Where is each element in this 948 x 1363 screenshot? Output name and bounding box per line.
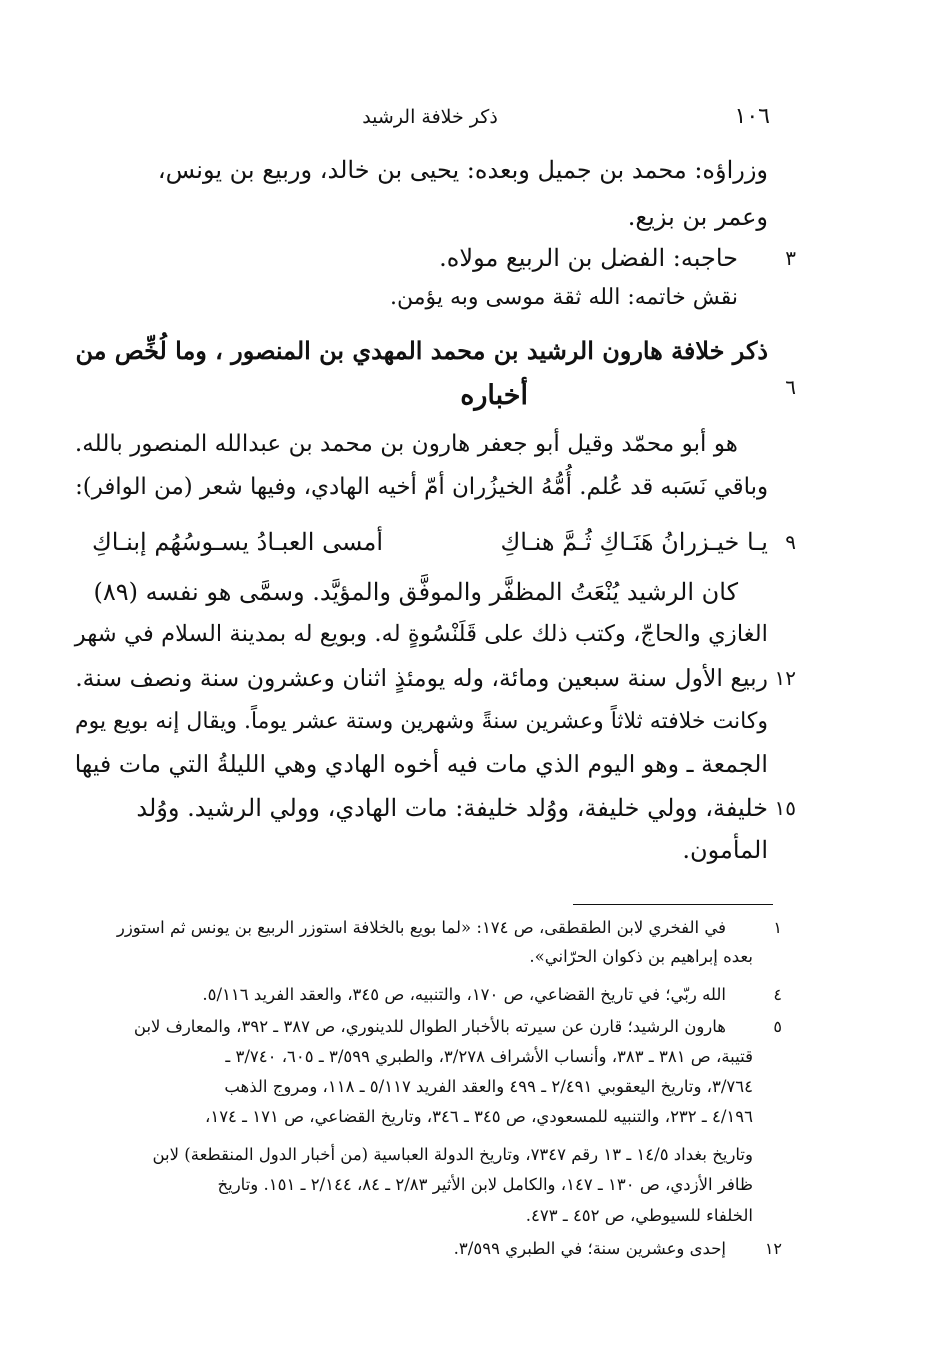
poem-hemistich-first: يـا خيـزرانُ هَنَـاكِ ثُـمَّ هنـاكِ: [500, 528, 768, 556]
footnote-line: ٣/٧٦٤، وتاريخ اليعقوبي ٢/٤٩١ ـ ٤٩٩ والعقد الفريد ٥/١١٧ ـ ١١٨، ومروج الذهب: [224, 1077, 753, 1096]
text-line: ربيع الأول سنة سبعين ومائة، وله يومئذٍ اثنان وعشرون سنة ونصف سنة.: [75, 664, 768, 692]
footnote-number: ١٢: [764, 1239, 782, 1258]
line-number: ٦: [785, 375, 796, 399]
line-number: ١٥: [774, 796, 796, 820]
footnote-divider: [573, 904, 773, 905]
page-number: ١٠٦: [734, 104, 770, 129]
footnote-line: وتاريخ بغداد ١٤/٥ ـ ١٣ رقم ٧٣٤٧، وتاريخ الدولة العباسية (من أخبار الدول المنقطعة) لابن: [152, 1145, 753, 1164]
text-line: وكانت خلافته ثلاثاً وعشرين سنةً وشهرين وستة عشر يوماً. ويقال إنه بويع يوم: [74, 709, 768, 734]
text-line: وعمر بن بزيع.: [627, 203, 768, 231]
footnote-line: الله ربّي؛ في تاريخ القضاعي، ص ١٧٠، والتنبيه، ص ٣٤٥، والعقد الفريد ٥/١١٦.: [202, 985, 726, 1004]
footnote-line: بعده إبراهيم بن ذكوان الحرّاني».: [529, 947, 753, 966]
text-line: الغازي والحاجّ، وكتب ذلك على قَلَنْسُوةٍ له. وبويع له بمدينة السلام في شهر: [74, 621, 768, 647]
footnote-line: قتيبة، ص ٣٨١ ـ ٣٨٣، وأنساب الأشراف ٣/٢٧٨، والطبري ٣/٥٩٩ ـ ٦٠٥، ٣/٧٤٠ ـ: [225, 1047, 753, 1066]
footnote-line: هارون الرشيد؛ قارن عن سيرته بالأخبار الطوال للدينوري، ص ٣٨٧ ـ ٣٩٢، والمعارف لابن: [133, 1017, 726, 1036]
text-line: كان الرشيد يُنْعَتُ المظفَّر والموفَّق والمؤيَّد. وسمَّى هو نفسه (٨٩): [93, 578, 738, 606]
text-line: حاجبه: الفضل بن الربيع مولاه.: [439, 244, 738, 272]
footnote-line: إحدى وعشرين سنة؛ في الطبري ٣/٥٩٩.: [453, 1239, 726, 1258]
footnote-line: في الفخري لابن الطقطقى، ص ١٧٤: «لما بويع بالخلافة استوزر الربيع بن يونس ثم استوزر: [116, 918, 726, 937]
line-number: ١٢: [774, 666, 796, 690]
line-number: ٩: [785, 530, 796, 554]
text-line: المأمون.: [682, 836, 768, 864]
footnote-number: ٥: [773, 1017, 782, 1036]
poem-hemistich-second: أمسى العبـادُ يسـوسُهُم إبنـاكِ: [92, 528, 384, 556]
text-line: وزراؤه: محمد بن جميل وبعده: يحيى بن خالد، وربيع بن يونس،: [157, 156, 768, 184]
footnote-number: ٤: [773, 985, 782, 1004]
running-title: ذكر خلافة الرشيد: [362, 106, 498, 128]
line-number: ٣: [785, 246, 796, 270]
section-heading-continued: أخباره: [460, 380, 528, 411]
footnote-number: ١: [773, 918, 782, 937]
footnote-line: ظافر الأزدي، ص ١٣٠ ـ ١٤٧، والكامل لابن الأثير ٢/٨٣ ـ ٨٤، ٢/١٤٤ ـ ١٥١. وتاريخ: [217, 1175, 753, 1194]
text-line: هو أبو محمّد وقيل أبو جعفر هارون بن محمد بن عبدالله المنصور بالله.: [74, 431, 738, 457]
footnote-line: ٤/١٩٦ ـ ٢٣٢، والتنبيه للمسعودي، ص ٣٤٥ ـ ٣٤٦، وتاريخ القضاعي، ص ١٧١ ـ ١٧٤،: [205, 1107, 753, 1126]
section-heading: ذكر خلافة هارون الرشيد بن محمد المهدي بن المنصور ، وما لُخِّص من: [75, 337, 768, 365]
text-line: نقش خاتمه: الله ثقة موسى وبه يؤمن.: [389, 285, 738, 310]
text-line: خليفة، وولي خليفة، ووُلد خليفة: مات الهادي، وولي الرشيد. ووُلد: [136, 794, 768, 822]
footnote-line: الخلفاء للسيوطي، ص ٤٥٢ ـ ٤٧٣.: [525, 1206, 753, 1225]
running-header: [90, 104, 770, 136]
text-line: وباقي نَسَبه قد عُلم. أُمُّهُ الخيزُران أمّ أخيه الهادي، وفيها شعر (من الوافر):: [75, 474, 768, 500]
text-line: الجمعة ـ وهو اليوم الذي مات فيه أخوه الهادي وهي الليلةُ التي مات فيها: [74, 750, 768, 778]
